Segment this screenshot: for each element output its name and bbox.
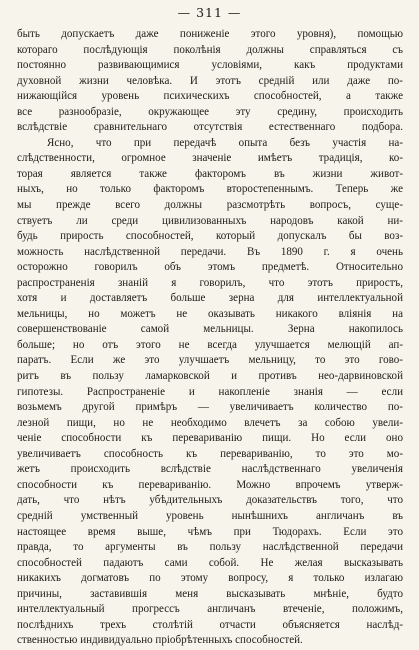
text-line: способности къ перевариванію. Можно впрочемъ утверж- xyxy=(17,478,403,491)
text-line: лезной пищи, но не необходимо влечетъ за собою увели- xyxy=(17,416,403,429)
text-line: быть допускаетъ даже пониженіе этого уровня), помощью xyxy=(17,28,403,40)
text-line: будь прирость способностей, который допускалъ бы воз- xyxy=(17,230,403,243)
text-line: вслѣдствіе сравнительнаго отсутствія естественнаго подбора. xyxy=(17,121,403,134)
text-line: мы прежде всего должны разсмотрѣть вопросъ, суще- xyxy=(17,199,403,212)
text-line: ныхъ, но только факторомъ второстепеннымъ. Теперь же xyxy=(17,183,403,196)
text-line: ственностью индивидуально пріобрѣтенныхъ способностей. xyxy=(17,634,303,647)
text-line: средній умственный уровень нынѣшнихъ англичанъ въ xyxy=(17,509,403,522)
text-line: мельницы, но можетъ не оказывать никакого вліянія на xyxy=(17,307,403,320)
text-line: ритъ въ пользу ламарковской и противъ нео-дарвиновской xyxy=(17,370,403,383)
text-line: котораго послѣдующія поколѣнія должны справляться съ xyxy=(17,43,403,56)
text-line: постоянно развивающимися условіями, какъ продуктами xyxy=(17,59,403,72)
text-line: больше; но отъ этого не всегда улучшается мелющій ап- xyxy=(17,338,403,351)
text-line: совершенствованіе самой мельницы. Зерна накопилось xyxy=(17,323,403,336)
text-line: причины, заставившія меня высказывать мнѣніе, будто xyxy=(17,587,403,600)
text-line: настоящее время выше, чѣмъ при Тюдорахъ. Если это xyxy=(17,525,403,538)
text-line: правда, то аргументы въ пользу наслѣдственной передачи xyxy=(17,541,403,554)
text-line: ствуетъ ли среди цивилизованныхъ народовъ какой ни- xyxy=(17,214,403,227)
text-line: гипотезы. Распространеніе и накопленіе знанія — если xyxy=(17,385,403,398)
text-line: способностей падаютъ сами собой. Не желая высказывать xyxy=(17,556,403,569)
text-line: послѣднихъ трехъ столѣтій отчасти объясняется наслѣд- xyxy=(17,618,403,631)
text-line: все разнообразіе, окружающее эту средину, происходить xyxy=(17,105,403,118)
text-line: осторожно говорилъ объ этомъ предметѣ. Относительно xyxy=(17,261,403,274)
text-line: дать, что нѣтъ убѣдительныхъ доказательствъ того, что xyxy=(17,494,403,507)
text-line: паратъ. Если же это улучшаетъ мельницу, то это гово- xyxy=(17,354,403,367)
text-line: возьмемъ другой примѣръ — увеличиваетъ количество по- xyxy=(17,401,403,414)
text-line: нижающійся уровень психическихъ способностей, а также xyxy=(17,90,403,103)
text-line: жетъ происходить вслѣдствіе наслѣдственнаго увеличенія xyxy=(17,463,403,476)
text-line: духовной жизни человѣка. И этотъ средній или даже по- xyxy=(17,74,403,87)
text-line: ченіе способности къ перевариванію пищи. Но если оно xyxy=(17,432,403,445)
text-line: распространенія знаній я говорилъ, что этотъ приростъ, xyxy=(17,276,403,289)
text-line: слѣдственности, огромное значеніе имѣетъ традиція, ко- xyxy=(17,152,403,165)
text-line: можность наслѣдственной передачи. Въ 1890 г. я очень xyxy=(17,245,403,258)
page-text xyxy=(17,27,403,649)
text-line: торая является также факторомъ въ жизни живот- xyxy=(17,167,403,180)
text-line: увеличиваетъ способность къ перевариванію, то это мо- xyxy=(17,447,403,460)
text-line: никакихъ догматовъ по этому вопросу, я только излагаю xyxy=(17,572,403,585)
text-line: интеллектуальный прогрессъ англичанъ втеченіе, положимъ, xyxy=(17,603,403,616)
text-line: Ясно, что при передачѣ опыта безъ участія на- xyxy=(47,136,403,149)
text-line: хотя и доставляетъ больше зерна для интеллектуальной xyxy=(17,292,403,305)
page-number: — 311 — xyxy=(177,5,242,20)
